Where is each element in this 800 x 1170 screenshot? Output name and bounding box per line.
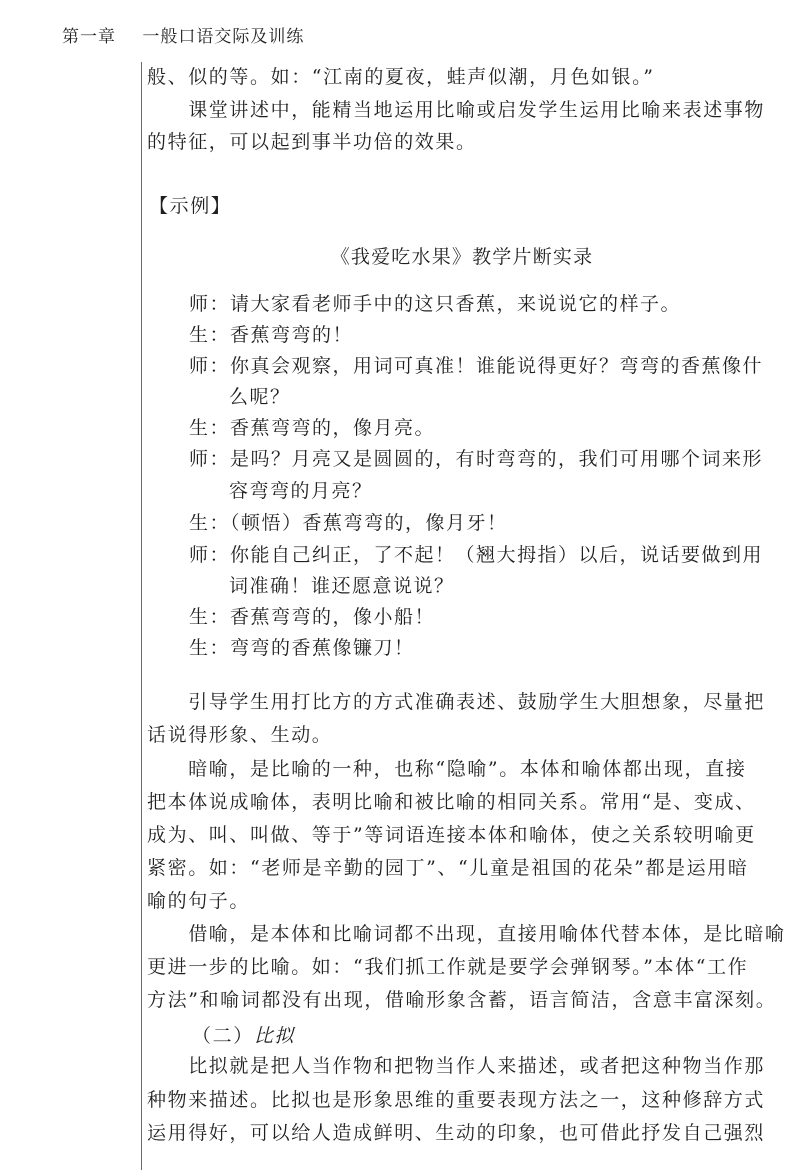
body-line: 种物来描述。比拟也是形象思维的重要表现方法之一，这种修辞方式 [147, 1089, 766, 1111]
dialogue-continuation-text: 词准确！谁还愿意说说？ [229, 575, 455, 597]
body-line: 更进一步的比喻。如：“我们抓工作就是要学会弹钢琴。”本体“工作 [147, 956, 749, 978]
subsection-number: （二） [192, 1025, 254, 1047]
dialogue-line: 师：是吗？月亮又是圆圆的，有时弯弯的，我们可用哪个词来形 [189, 448, 764, 470]
body-line: 喻的句子。 [147, 890, 251, 912]
dialogue-continuation-text: 么呢？ [229, 386, 291, 408]
dialogue-line: 师：请大家看老师手中的这只香蕉，来说说它的样子。 [189, 293, 682, 315]
dialogue-continuation-text: 容弯弯的月亮？ [229, 480, 373, 502]
section-title: 一般口语交际及训练 [142, 27, 305, 47]
body-line: 比拟就是把人当作物和把物当作人来描述，或者把这种物当作那 [147, 1055, 766, 1077]
body-line: 的特征，可以起到事半功倍的效果。 [147, 131, 477, 153]
dialogue-line: 生：香蕉弯弯的！ [189, 324, 354, 346]
dialogue-line: 生：（顿悟）香蕉弯弯的，像月牙！ [189, 512, 508, 534]
body-line: 话说得形象、生动。 [147, 724, 333, 746]
margin-rule [141, 62, 142, 1170]
body-line: 方法”和喻词都没有出现，借喻形象含蓄，语言简洁，含意丰富深刻。 [147, 989, 777, 1011]
chapter-label: 第一章 [62, 27, 116, 47]
subsection-title: 比拟 [253, 1025, 296, 1047]
body-line: 暗喻，是比喻的一种，也称“隐喻”。本体和喻体都出现，直接 [147, 758, 747, 780]
dialogue-line: 生：香蕉弯弯的，像小船！ [189, 606, 436, 628]
body-line: 引导学生用打比方的方式准确表述、鼓励学生大胆想象，尽量把 [147, 691, 766, 713]
subsection-heading [192, 1021, 295, 1048]
dialogue-line: 师：你能自己纠正，了不起！（翘大拇指）以后，说话要做到用 [189, 544, 764, 566]
body-line: 成为、叫、叫做、等于”等词语连接本体和喻体，使之关系较明喻更 [147, 824, 756, 846]
example-label: 【示例】 [149, 195, 232, 217]
body-line: 把本体说成喻体，表明比喻和被比喻的相同关系。常用“是、变成、 [147, 791, 756, 813]
body-line: 借喻，是本体和比喻词都不出现，直接用喻体代替本体，是比暗喻 [147, 923, 786, 945]
dialogue-line: 生：弯弯的香蕉像镰刀！ [189, 637, 415, 659]
body-line: 运用得好，可以给人造成鲜明、生动的印象，也可借此抒发自己强烈 [147, 1122, 766, 1144]
running-header [62, 22, 304, 47]
body-line: 般、似的等。如：“江南的夏夜，蛙声似潮，月色如银。” [147, 66, 655, 88]
body-line: 课堂讲述中，能精当地运用比喻或启发学生运用比喻来表述事物 [147, 99, 766, 121]
dialogue-line: 生：香蕉弯弯的，像月亮。 [189, 417, 436, 439]
body-line: 紧密。如：“老师是辛勤的园丁”、“儿童是祖国的花朵”都是运用暗 [147, 857, 749, 879]
example-title: 《我爱吃水果》教学片断实录 [330, 246, 594, 268]
dialogue-line: 师：你真会观察，用词可真准！谁能说得更好？弯弯的香蕉像什 [189, 355, 764, 377]
